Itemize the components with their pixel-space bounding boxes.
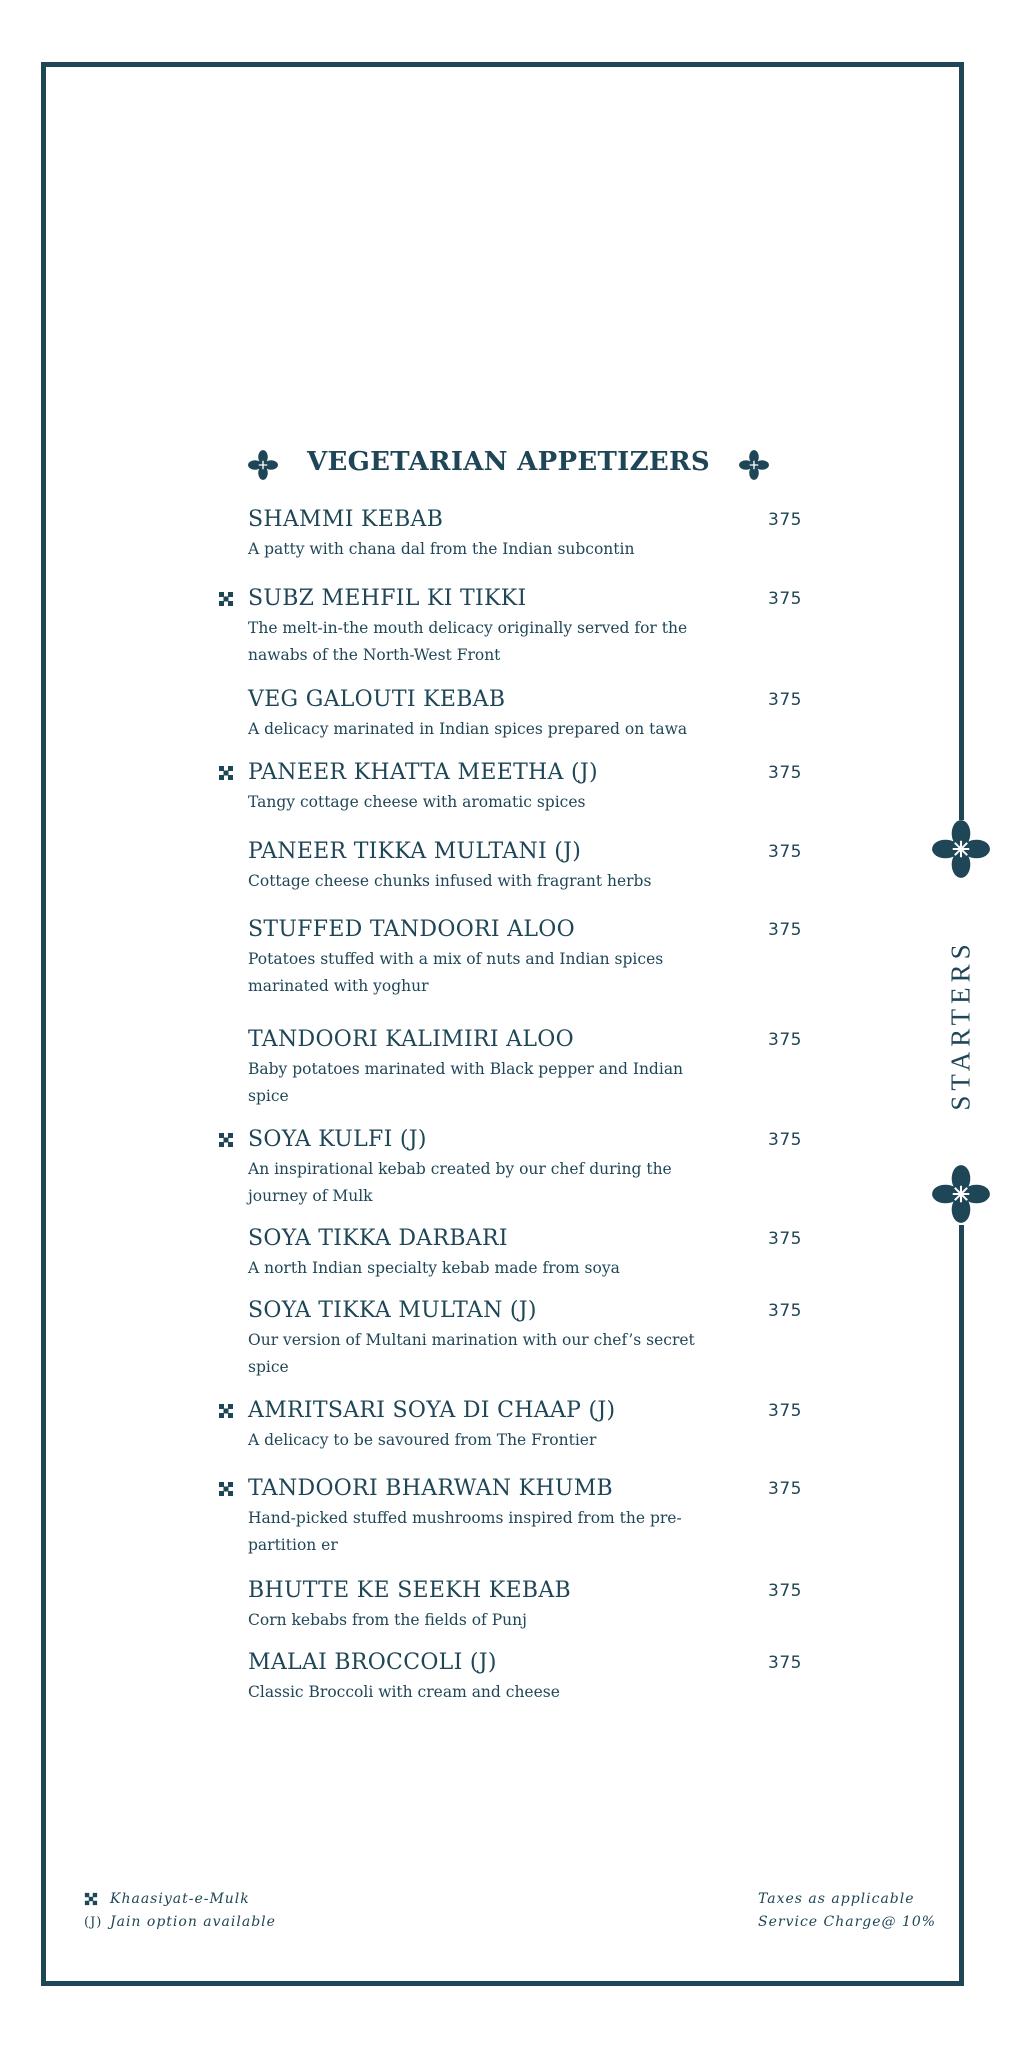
menu-item-price: 375 <box>768 1653 802 1673</box>
menu-item-price: 375 <box>768 1130 802 1150</box>
menu-border-right-bottom <box>959 1225 964 1986</box>
menu-item-name: VEG GALOUTI KEBAB <box>248 687 506 712</box>
menu-item-name: PANEER KHATTA MEETHA (J) <box>248 760 598 785</box>
menu-item-name: STUFFED TANDOORI ALOO <box>248 917 575 942</box>
menu-item <box>248 759 808 816</box>
menu-item <box>248 686 808 743</box>
legend-jain-row <box>84 1911 276 1934</box>
menu-item-description: Potatoes stuffed with a mix of nuts and Indian spices marinated with yoghur <box>248 950 664 995</box>
menu-item-price: 375 <box>768 763 802 783</box>
menu-item-name: SUBZ MEHFIL KI TIKKI <box>248 586 527 611</box>
menu-item-description: The melt-in-the mouth delicacy originally served for the nawabs of the North-West Front <box>248 619 688 664</box>
menu-item-name: TANDOORI KALIMIRI ALOO <box>248 1027 574 1052</box>
menu-item <box>248 506 808 563</box>
menu-item-name: PANEER TIKKA MULTANI (J) <box>248 839 582 864</box>
khaasiyat-diamond-icon <box>218 1481 234 1497</box>
legend-jain-mark: (J) <box>84 1915 103 1930</box>
side-label-starters: STARTERS <box>945 939 976 1111</box>
menu-item-description: A north Indian specialty kebab made from soya <box>248 1259 620 1277</box>
menu-item <box>248 838 808 895</box>
menu-item <box>248 1126 808 1210</box>
section-heading-row <box>247 445 770 485</box>
side-ornament-top-icon <box>930 818 992 880</box>
menu-item-name: AMRITSARI SOYA DI CHAAP (J) <box>248 1398 616 1423</box>
menu-item-price: 375 <box>768 690 802 710</box>
menu-item-description: An inspirational kebab created by our chef during the journey of Mulk <box>248 1160 672 1205</box>
menu-item <box>248 1026 808 1110</box>
khaasiyat-diamond-icon <box>218 1403 234 1419</box>
menu-item <box>248 1397 808 1454</box>
khaasiyat-diamond-icon <box>218 1132 234 1148</box>
menu-item-description: Our version of Multani marination with our chef’s secret spice <box>248 1331 695 1376</box>
menu-item-description: Classic Broccoli with cream and cheese <box>248 1683 560 1701</box>
legend-special-row <box>84 1888 276 1911</box>
khaasiyat-diamond-icon <box>218 765 234 781</box>
menu-item-price: 375 <box>768 1229 802 1249</box>
menu-item-price: 375 <box>768 1301 802 1321</box>
menu-item-description: A patty with chana dal from the Indian subcontin <box>248 540 635 558</box>
menu-item-name: SHAMMI KEBAB <box>248 507 444 532</box>
menu-item-description: A delicacy to be savoured from The Frontier <box>248 1431 597 1449</box>
side-ornament-bottom-icon <box>930 1163 992 1225</box>
menu-item-price: 375 <box>768 510 802 530</box>
menu-item-name: MALAI BROCCOLI (J) <box>248 1650 497 1675</box>
menu-item-description: Corn kebabs from the fields of Punj <box>248 1611 527 1629</box>
menu-border-right-top <box>959 62 964 820</box>
legend-jain-text: Jain option available <box>110 1914 276 1930</box>
taxes-note: Taxes as applicable <box>758 1891 915 1907</box>
menu-item <box>248 916 808 1000</box>
menu-item-name: SOYA TIKKA MULTAN (J) <box>248 1298 537 1323</box>
menu-item-price: 375 <box>768 920 802 940</box>
menu-item-name: BHUTTE KE SEEKH KEBAB <box>248 1578 572 1603</box>
footer-charges <box>758 1888 936 1934</box>
menu-item <box>248 1577 808 1634</box>
menu-item-price: 375 <box>768 1401 802 1421</box>
menu-item-name: SOYA TIKKA DARBARI <box>248 1226 508 1251</box>
menu-item-price: 375 <box>768 1581 802 1601</box>
menu-item-price: 375 <box>768 589 802 609</box>
footer-legend <box>84 1888 276 1934</box>
service-charge-note: Service Charge@ 10% <box>758 1914 937 1930</box>
menu-item <box>248 1649 808 1706</box>
section-heading: VEGETARIAN APPETIZERS <box>307 447 710 477</box>
menu-item <box>248 585 808 669</box>
menu-item-name: TANDOORI BHARWAN KHUMB <box>248 1476 613 1501</box>
menu-item-description: Cottage cheese chunks infused with fragrant herbs <box>248 872 652 890</box>
menu-item <box>248 1475 808 1559</box>
heading-ornament-right-icon <box>738 449 770 481</box>
menu-item-price: 375 <box>768 842 802 862</box>
menu-item-description: Baby potatoes marinated with Black pepper and Indian spice <box>248 1060 684 1105</box>
menu-item-name: SOYA KULFI (J) <box>248 1127 427 1152</box>
khaasiyat-legend-icon <box>84 1892 98 1906</box>
menu-item-price: 375 <box>768 1030 802 1050</box>
menu-item-description: Hand-picked stuffed mushrooms inspired from the pre-partition er <box>248 1509 682 1554</box>
menu-item <box>248 1297 808 1381</box>
menu-item <box>248 1225 808 1282</box>
menu-item-price: 375 <box>768 1479 802 1499</box>
menu-item-description: Tangy cottage cheese with aromatic spices <box>248 793 586 811</box>
menu-item-description: A delicacy marinated in Indian spices prepared on tawa <box>248 720 688 738</box>
legend-special-text: Khaasiyat-e-Mulk <box>110 1891 250 1907</box>
khaasiyat-diamond-icon <box>218 591 234 607</box>
